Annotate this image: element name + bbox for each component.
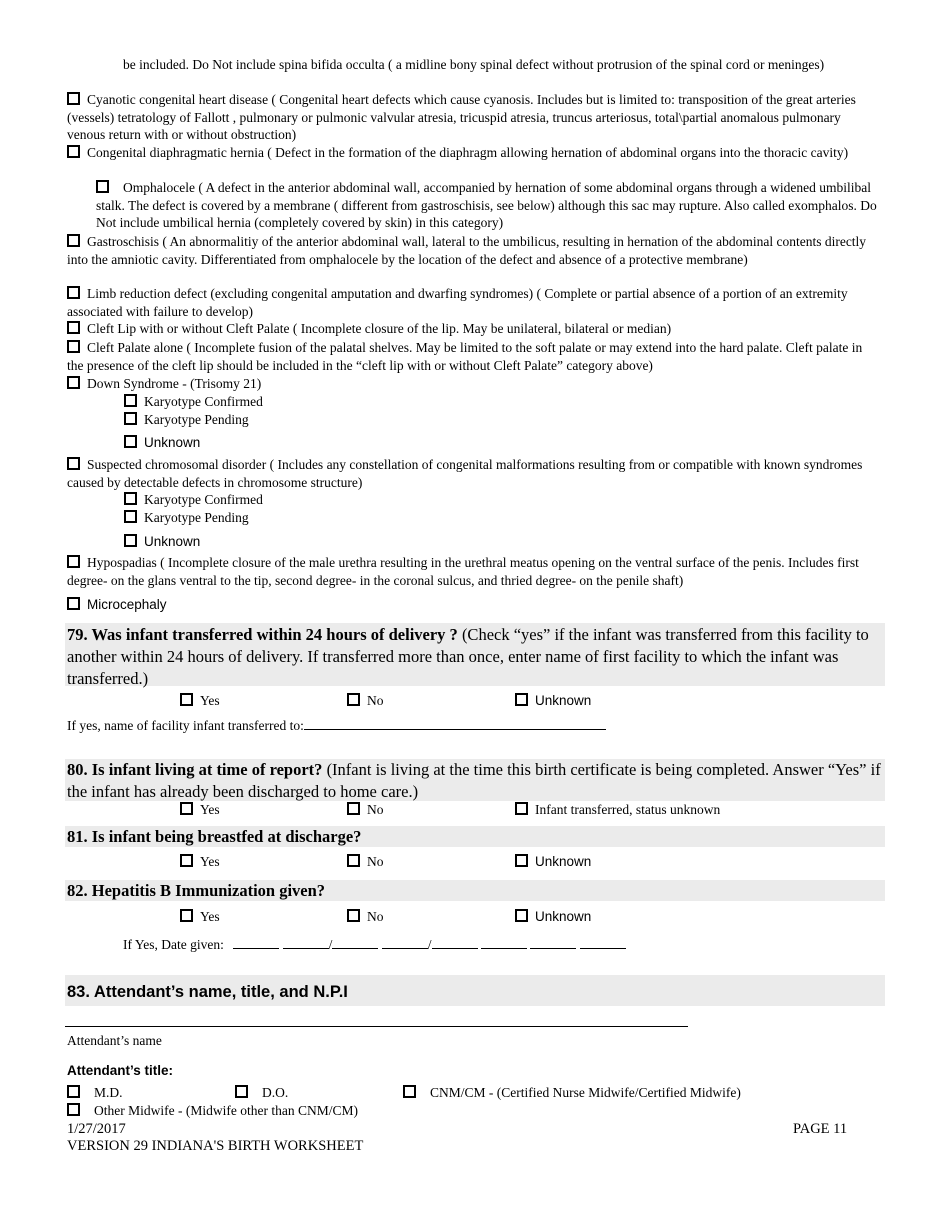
anomaly-cyanotic[interactable]: [67, 91, 882, 144]
q80-no[interactable]: [347, 801, 384, 819]
q82-no[interactable]: [347, 908, 384, 926]
anomaly-label: Gastroschisis ( An abnormalitiy of the anterior abdominal wall, lateral to the umbilicus, resulting in hernation of the abdominal contents directly into the amniotic cavity. Differentiated from omphalocele by the location of the defect and absence of a protective membrane): [67, 234, 867, 267]
option-label: No: [367, 854, 384, 869]
anomaly-omphalocele[interactable]: [96, 179, 882, 232]
anomaly-gastroschisis[interactable]: [67, 233, 882, 268]
q82-date-row: [123, 936, 626, 954]
checkbox[interactable]: [67, 92, 80, 105]
q80-question: [67, 759, 882, 803]
down-karyotype-pending[interactable]: [124, 411, 249, 429]
checkbox[interactable]: [67, 286, 80, 299]
anomaly-label: Hypospadias ( Incomplete closure of the male urethra resulting in the urethral meatus opening on the ventral surface of the penis. Includes first degree- on the glans ventral to the tip, second degree- in the coronal sulcus, and thried degree- on the penile shaft): [67, 555, 859, 588]
date-year-3[interactable]: [530, 936, 576, 949]
option-label: Unknown: [535, 693, 592, 708]
option-label: No: [367, 693, 384, 708]
q81-yes[interactable]: [180, 853, 220, 871]
checkbox[interactable]: [235, 1085, 248, 1098]
option-label: Unknown: [144, 534, 201, 549]
title-do[interactable]: [235, 1084, 288, 1102]
down-karyotype-confirmed[interactable]: [124, 393, 263, 411]
option-label: No: [367, 802, 384, 817]
q79-no[interactable]: [347, 692, 384, 710]
option-label: Karyotype Pending: [144, 412, 249, 427]
option-label: Yes: [200, 909, 220, 924]
checkbox[interactable]: [67, 1085, 80, 1098]
checkbox[interactable]: [67, 145, 80, 158]
checkbox[interactable]: [347, 802, 360, 815]
option-label: Karyotype Confirmed: [144, 394, 263, 409]
q80-yes[interactable]: [180, 801, 220, 819]
anomaly-label: Suspected chromosomal disorder ( Includes any constellation of congenital malformations resulting from or compatible with known syndromes caused by detectable defects in chromosome structure): [67, 457, 863, 490]
checkbox[interactable]: [124, 534, 137, 547]
checkbox[interactable]: [180, 854, 193, 867]
checkbox[interactable]: [67, 376, 80, 389]
checkbox[interactable]: [180, 802, 193, 815]
checkbox[interactable]: [67, 340, 80, 353]
date-separator: /: [328, 937, 333, 952]
anomaly-cleft-palate[interactable]: [67, 339, 882, 374]
anomaly-diaphragmatic-hernia[interactable]: [67, 144, 882, 162]
checkbox[interactable]: [67, 457, 80, 470]
anomaly-chromosomal[interactable]: [67, 456, 882, 491]
anomaly-label: Cleft Palate alone ( Incomplete fusion of the palatal shelves. May be limited to the soft palate or may extend into the hard palate. Cleft palate in the presence of the cleft lip should be included in the “cleft lip with or without Cleft Palate” category above): [67, 340, 863, 373]
q79-yes[interactable]: [180, 692, 220, 710]
option-label: Karyotype Confirmed: [144, 492, 263, 507]
facility-label: If yes, name of facility infant transferred to:: [67, 718, 304, 733]
q81-no[interactable]: [347, 853, 384, 871]
option-label: Unknown: [535, 909, 592, 924]
date-month-2[interactable]: [283, 936, 329, 949]
anomaly-label: Cyanotic congenital heart disease ( Congenital heart defects which cause cyanosis. Includes but is limited to: transposition of the great arteries (vessels) tetratology of Fallott , pulmonary or pulmonic valvular atresia, tricuspid atresia, truncus arteriosus, total\partial anomalous pulmonary venous return with or without obstruction): [67, 92, 856, 142]
q80-help: (Infant is living at the time this birth certificate is being completed. Answer “Yes” if the infant has already been discharged to home care.): [67, 760, 881, 801]
option-label: Infant transferred, status unknown: [535, 802, 721, 817]
anomaly-label: Microcephaly: [87, 597, 167, 612]
option-label: D.O.: [262, 1085, 289, 1100]
q79-question: [67, 624, 882, 690]
checkbox[interactable]: [96, 180, 109, 193]
date-month-1[interactable]: [233, 936, 279, 949]
checkbox[interactable]: [67, 321, 80, 334]
title-cnm[interactable]: [403, 1084, 741, 1102]
checkbox[interactable]: [67, 555, 80, 568]
down-unknown[interactable]: [124, 434, 200, 452]
q80-transferred-unknown[interactable]: [515, 801, 720, 819]
checkbox[interactable]: [67, 1103, 80, 1116]
checkbox[interactable]: [67, 234, 80, 247]
q81-unknown[interactable]: [515, 853, 591, 871]
date-day-2[interactable]: [382, 936, 428, 949]
option-label: Yes: [200, 802, 220, 817]
checkbox[interactable]: [515, 802, 528, 815]
checkbox[interactable]: [403, 1085, 416, 1098]
checkbox[interactable]: [347, 854, 360, 867]
checkbox[interactable]: [347, 693, 360, 706]
checkbox[interactable]: [124, 510, 137, 523]
date-label: If Yes, Date given:: [123, 937, 224, 952]
anomaly-hypospadias[interactable]: [67, 554, 882, 589]
option-label: Unknown: [535, 854, 592, 869]
option-label: Other Midwife - (Midwife other than CNM/CM): [94, 1103, 358, 1118]
q80-title: 80. Is infant living at time of report?: [67, 760, 323, 779]
chrom-karyotype-confirmed[interactable]: [124, 491, 263, 509]
q82-unknown[interactable]: [515, 908, 591, 926]
checkbox[interactable]: [515, 854, 528, 867]
chrom-unknown[interactable]: [124, 533, 200, 551]
anomaly-label: Congenital diaphragmatic hernia ( Defect in the formation of the diaphragm allowing hernation of abdominal organs into the thoracic cavity): [87, 145, 849, 160]
option-label: Unknown: [144, 435, 201, 450]
q81-title: 81. Is infant being breastfed at discharge?: [67, 827, 362, 846]
option-label: CNM/CM - (Certified Nurse Midwife/Certified Midwife): [430, 1085, 741, 1100]
facility-input[interactable]: [304, 717, 606, 730]
option-label: No: [367, 909, 384, 924]
checkbox[interactable]: [124, 412, 137, 425]
attendant-name-input[interactable]: [65, 1026, 688, 1027]
checkbox[interactable]: [347, 909, 360, 922]
checkbox[interactable]: [180, 693, 193, 706]
anomaly-label: Down Syndrome - (Trisomy 21): [87, 376, 262, 391]
checkbox[interactable]: [124, 492, 137, 505]
checkbox[interactable]: [180, 909, 193, 922]
checkbox[interactable]: [67, 597, 80, 610]
anomaly-label: Omphalocele ( A defect in the anterior abdominal wall, accompanied by hernation of some abdominal organs through a widened umbilibal stalk. The defect is covered by a membrane ( different from gastroschisis, see below) although this sac may rupture. Also called exomphalos. Do Not include umbilical hernia (completely covered by skin) in this category): [96, 180, 877, 230]
option-label: Karyotype Pending: [144, 510, 249, 525]
date-day-1[interactable]: [332, 936, 378, 949]
chrom-karyotype-pending[interactable]: [124, 509, 249, 527]
continuation-text: be included. Do Not include spina bifida occulta ( a midline bony spinal defect without protrusion of the spinal cord or meninges): [123, 57, 825, 72]
option-label: Yes: [200, 854, 220, 869]
date-year-1[interactable]: [432, 936, 478, 949]
title-other-midwife[interactable]: [67, 1102, 358, 1120]
q79-help: (Check “yes” if the infant was transferred from this facility to another within 24 hours of delivery. If transferred more than once, enter name of first facility to which the infant was transferred.): [67, 625, 869, 688]
q79-unknown[interactable]: [515, 692, 591, 710]
date-year-2[interactable]: [481, 936, 527, 949]
checkbox[interactable]: [124, 394, 137, 407]
q83-title: 83. Attendant’s name, title, and N.P.I: [67, 983, 348, 1001]
checkbox[interactable]: [515, 693, 528, 706]
q82-yes[interactable]: [180, 908, 220, 926]
attendant-title-label: Attendant’s title:: [67, 1063, 173, 1078]
anomaly-cleft-lip[interactable]: [67, 320, 882, 338]
option-label: M.D.: [94, 1085, 123, 1100]
footer-date: 1/27/2017: [67, 1121, 126, 1137]
anomaly-label: Limb reduction defect (excluding congenital amputation and dwarfing syndromes) ( Complete or partial absence of a portion of an extremity associated with failure to develop): [67, 286, 848, 319]
date-year-4[interactable]: [580, 936, 626, 949]
q79-facility-row: [67, 717, 606, 735]
q82-title: 82. Hepatitis B Immunization given?: [67, 881, 326, 900]
title-md[interactable]: [67, 1084, 123, 1102]
footer-version: VERSION 29 INDIANA'S BIRTH WORKSHEET: [67, 1138, 364, 1154]
anomaly-limb-reduction[interactable]: [67, 285, 882, 320]
attendant-name-label: Attendant’s name: [67, 1033, 162, 1048]
anomaly-microcephaly[interactable]: [67, 596, 167, 614]
date-separator: /: [427, 937, 432, 952]
anomaly-label: Cleft Lip with or without Cleft Palate ( Incomplete closure of the lip. May be unilateral, bilateral or median): [87, 321, 672, 336]
checkbox[interactable]: [124, 435, 137, 448]
anomaly-down-syndrome[interactable]: [67, 375, 261, 393]
checkbox[interactable]: [515, 909, 528, 922]
option-label: Yes: [200, 693, 220, 708]
footer-page-number: PAGE 11: [793, 1121, 848, 1137]
q79-title: 79. Was infant transferred within 24 hours of delivery ?: [67, 625, 458, 644]
